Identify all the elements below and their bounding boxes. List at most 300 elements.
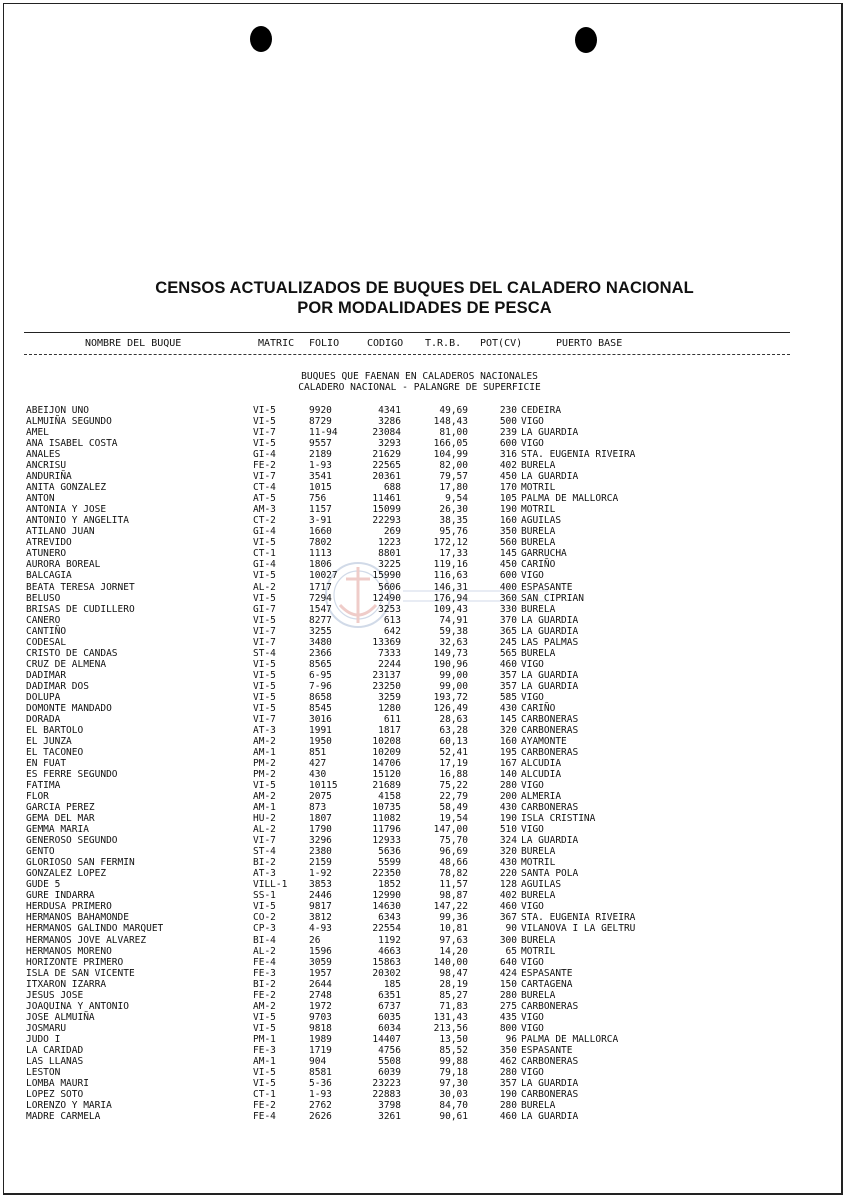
cell-codigo: 10209 [372,746,401,758]
cell-codigo: 22293 [372,515,401,527]
cell-matric: VI-5 [253,658,276,670]
cell-trb: 97,63 [439,934,468,946]
cell-nombre: GONZALEZ LOPEZ [26,868,107,880]
cell-puerto: BURELA [521,1099,556,1111]
cell-trb: 193,72 [433,691,468,703]
cell-nombre: CODESAL [26,636,67,648]
cell-folio: 1-93 [309,460,332,472]
cell-folio: 9817 [309,901,332,913]
table-row [0,957,849,968]
cell-trb: 81,00 [439,427,468,439]
cell-matric: VILL-1 [253,879,288,891]
table-row [0,868,849,879]
table-row [0,1023,849,1034]
cell-puerto: CARTAGENA [521,978,573,990]
cell-codigo: 5636 [378,846,401,858]
cell-trb: 140,00 [433,956,468,968]
cell-nombre: HERMANOS MORENO [26,945,112,957]
cell-codigo: 4756 [378,1044,401,1056]
cell-trb: 116,63 [433,570,468,582]
table-row [0,637,849,648]
cell-folio: 9703 [309,1011,332,1023]
cell-pot: 105 [499,493,517,505]
cell-matric: CP-3 [253,923,276,935]
table-row [0,714,849,725]
cell-matric: AM-2 [253,791,276,803]
cell-puerto: CARBONERAS [521,802,579,814]
cell-puerto: ESPASANTE [521,967,573,979]
cell-nombre: ATREVIDO [26,537,72,549]
cell-puerto: CARBONERAS [521,713,579,725]
cell-folio: 3853 [309,879,332,891]
cell-pot: 280 [499,780,517,792]
table-row [0,725,849,736]
cell-pot: 435 [499,1011,517,1023]
cell-matric: CT-1 [253,1088,276,1100]
cell-pot: 150 [499,978,517,990]
cell-codigo: 611 [383,713,401,725]
table-row [0,813,849,824]
cell-trb: 99,00 [439,669,468,681]
cell-trb: 16,88 [439,769,468,781]
cell-puerto: LA GUARDIA [521,1111,579,1122]
cell-pot: 600 [499,570,517,582]
cell-pot: 430 [499,802,517,814]
cell-puerto: BURELA [521,647,556,659]
cell-puerto: CEDEIRA [521,405,562,416]
cell-codigo: 3225 [378,559,401,571]
cell-nombre: ANTONIO Y ANGELITA [26,515,129,527]
cell-folio: 3480 [309,636,332,648]
cell-codigo: 12490 [372,592,401,604]
cell-matric: VI-5 [253,1022,276,1034]
cell-nombre: CRISTO DE CANDAS [26,647,118,659]
cell-folio: 1991 [309,724,332,736]
cell-folio: 10115 [309,780,338,792]
table-row [0,979,849,990]
cell-puerto: ISLA CRISTINA [521,813,596,825]
cell-trb: 213,56 [433,1022,468,1034]
cell-puerto: CARBONERAS [521,1088,579,1100]
cell-matric: AL-2 [253,945,276,957]
table-row [0,990,849,1001]
cell-folio: 1807 [309,813,332,825]
cell-puerto: CARIÑO [521,702,556,714]
cell-trb: 17,33 [439,548,468,560]
cell-matric: FE-2 [253,460,276,472]
cell-trb: 74,91 [439,614,468,626]
cell-pot: 65 [505,945,517,957]
cell-nombre: BELUSO [26,592,61,604]
cell-folio: 26 [309,934,321,946]
table-row [0,659,849,670]
cell-codigo: 22565 [372,460,401,472]
cell-nombre: EL JUNZA [26,735,72,747]
cell-nombre: ITXARON IZARRA [26,978,107,990]
cell-codigo: 15120 [372,769,401,781]
cell-matric: GI-4 [253,559,276,571]
cell-puerto: STA. EUGENIA RIVEIRA [521,449,636,461]
cell-folio: 1596 [309,945,332,957]
table-row [0,758,849,769]
cell-puerto: MOTRIL [521,857,556,869]
cell-nombre: GLORIOSO SAN FERMIN [26,857,135,869]
cell-matric: FE-2 [253,989,276,1001]
cell-nombre: LA CARIDAD [26,1044,84,1056]
cell-pot: 300 [499,934,517,946]
cell-nombre: DOLUPA [26,691,61,703]
cell-puerto: ESPASANTE [521,1044,573,1056]
cell-trb: 19,54 [439,813,468,825]
cell-matric: PM-1 [253,1033,276,1045]
cell-folio: 3812 [309,912,332,924]
cell-nombre: JUDO I [26,1033,61,1045]
cell-matric: FE-2 [253,1099,276,1111]
cell-pot: 350 [499,526,517,538]
table-row [0,582,849,593]
cell-matric: VI-5 [253,1077,276,1089]
cell-codigo: 21629 [372,449,401,461]
cell-trb: 30,03 [439,1088,468,1100]
cell-pot: 600 [499,438,517,450]
cell-puerto: SAN CIPRIAN [521,592,584,604]
cell-trb: 78,82 [439,868,468,880]
cell-codigo: 6034 [378,1022,401,1034]
cell-puerto: LA GUARDIA [521,680,579,692]
cell-puerto: VIGO [521,416,544,428]
cell-pot: 128 [499,879,517,891]
cell-folio: 2626 [309,1111,332,1122]
column-header-puerto: PUERTO BASE [556,338,623,349]
cell-pot: 400 [499,581,517,593]
cell-trb: 60,13 [439,735,468,747]
cell-folio: 1015 [309,482,332,494]
cell-matric: CO-2 [253,912,276,924]
cell-codigo: 11796 [372,824,401,836]
cell-pot: 275 [499,1000,517,1012]
cell-folio: 3541 [309,471,332,483]
cell-pot: 450 [499,471,517,483]
cell-nombre: HERMANOS JOVE ALVAREZ [26,934,147,946]
cell-pot: 145 [499,713,517,725]
header-rule [24,332,790,333]
cell-folio: 1957 [309,967,332,979]
cell-folio: 2748 [309,989,332,1001]
cell-matric: AM-2 [253,735,276,747]
cell-codigo: 8801 [378,548,401,560]
cell-codigo: 23250 [372,680,401,692]
cell-nombre: AURORA BOREAL [26,559,101,571]
table-row [0,526,849,537]
cell-folio: 9920 [309,405,332,416]
cell-trb: 52,41 [439,746,468,758]
cell-puerto: PALMA DE MALLORCA [521,493,619,505]
cell-matric: VI-5 [253,669,276,681]
table-row [0,802,849,813]
cell-puerto: BURELA [521,934,556,946]
cell-folio: 2762 [309,1099,332,1111]
cell-codigo: 11082 [372,813,401,825]
cell-puerto: CARBONERAS [521,746,579,758]
cell-matric: AM-1 [253,1055,276,1067]
cell-trb: 9,54 [445,493,468,505]
cell-pot: 190 [499,1088,517,1100]
cell-folio: 1660 [309,526,332,538]
table-row [0,504,849,515]
table-row [0,968,849,979]
cell-pot: 190 [499,504,517,516]
cell-nombre: HERDUSA PRIMERO [26,901,112,913]
cell-trb: 48,66 [439,857,468,869]
table-row [0,493,849,504]
cell-trb: 147,00 [433,824,468,836]
cell-codigo: 23084 [372,427,401,439]
cell-folio: 3255 [309,625,332,637]
cell-codigo: 6343 [378,912,401,924]
cell-folio: 9557 [309,438,332,450]
cell-trb: 71,83 [439,1000,468,1012]
table-row [0,416,849,427]
cell-pot: 424 [499,967,517,979]
cell-matric: VI-7 [253,471,276,483]
cell-puerto: MOTRIL [521,945,556,957]
table-row [0,736,849,747]
cell-pot: 402 [499,460,517,472]
cell-codigo: 3293 [378,438,401,450]
cell-folio: 1806 [309,559,332,571]
cell-pot: 140 [499,769,517,781]
cell-codigo: 6035 [378,1011,401,1023]
cell-nombre: ANCRISU [26,460,67,472]
cell-matric: BI-2 [253,857,276,869]
cell-trb: 17,80 [439,482,468,494]
cell-codigo: 3253 [378,603,401,615]
cell-folio: 2075 [309,791,332,803]
cell-pot: 324 [499,835,517,847]
cell-folio: 6-95 [309,669,332,681]
cell-trb: 26,30 [439,504,468,516]
cell-nombre: GEMA DEL MAR [26,813,95,825]
cell-nombre: DADIMAR [26,669,67,681]
cell-nombre: ANDURIÑA [26,471,72,483]
cell-puerto: AGUILAS [521,879,562,891]
table-row [0,427,849,438]
cell-folio: 1157 [309,504,332,516]
cell-pot: 280 [499,1066,517,1078]
table-row [0,1111,849,1122]
cell-matric: CT-1 [253,548,276,560]
cell-trb: 104,99 [433,449,468,461]
cell-matric: VI-5 [253,416,276,428]
cell-trb: 99,00 [439,680,468,692]
column-header-matric: MATRIC [258,338,295,349]
cell-codigo: 1852 [378,879,401,891]
table-row [0,1012,849,1023]
cell-matric: AM-2 [253,1000,276,1012]
cell-nombre: ANALES [26,449,61,461]
cell-nombre: GENTO [26,846,55,858]
cell-matric: VI-5 [253,570,276,582]
cell-matric: AM-3 [253,504,276,516]
cell-folio: 2159 [309,857,332,869]
cell-puerto: LA GUARDIA [521,427,579,439]
cell-pot: 330 [499,603,517,615]
cell-matric: GI-4 [253,526,276,538]
table-row [0,1089,849,1100]
cell-trb: 109,43 [433,603,468,615]
cell-trb: 85,52 [439,1044,468,1056]
cell-nombre: GENEROSO SEGUNDO [26,835,118,847]
cell-folio: 8565 [309,658,332,670]
cell-folio: 2644 [309,978,332,990]
cell-trb: 13,50 [439,1033,468,1045]
cell-pot: 160 [499,515,517,527]
cell-folio: 3059 [309,956,332,968]
cell-matric: FE-4 [253,1111,276,1122]
cell-trb: 85,27 [439,989,468,1001]
cell-puerto: CARBONERAS [521,1055,579,1067]
cell-pot: 460 [499,658,517,670]
cell-matric: VI-5 [253,680,276,692]
cell-puerto: BURELA [521,526,556,538]
cell-pot: 239 [499,427,517,439]
cell-codigo: 3798 [378,1099,401,1111]
table-row [0,1034,849,1045]
cell-codigo: 2244 [378,658,401,670]
cell-pot: 190 [499,813,517,825]
table-row [0,923,849,934]
cell-codigo: 10208 [372,735,401,747]
table-row [0,559,849,570]
cell-nombre: GUDE 5 [26,879,61,891]
cell-trb: 146,31 [433,581,468,593]
cell-trb: 11,57 [439,879,468,891]
cell-nombre: ALMUIÑA SEGUNDO [26,416,112,428]
table-row [0,515,849,526]
table-row [0,1100,849,1111]
cell-codigo: 4341 [378,405,401,416]
cell-trb: 38,35 [439,515,468,527]
cell-matric: VI-5 [253,537,276,549]
cell-puerto: ESPASANTE [521,581,573,593]
cell-puerto: STA. EUGENIA RIVEIRA [521,912,636,924]
cell-matric: BI-4 [253,934,276,946]
document-title: CENSOS ACTUALIZADOS DE BUQUES DEL CALADERO NACIONAL [155,279,694,297]
cell-puerto: SANTA POLA [521,868,579,880]
cell-pot: 560 [499,537,517,549]
cell-matric: VI-7 [253,427,276,439]
cell-matric: AT-3 [253,724,276,736]
cell-folio: 1989 [309,1033,332,1045]
cell-pot: 357 [499,680,517,692]
column-header-nombre: NOMBRE DEL BUQUE [85,338,182,349]
cell-folio: 8729 [309,416,332,428]
table-row [0,1056,849,1067]
cell-codigo: 22350 [372,868,401,880]
cell-matric: CT-4 [253,482,276,494]
cell-nombre: LORENZO Y MARIA [26,1099,112,1111]
cell-codigo: 269 [383,526,401,538]
table-row [0,482,849,493]
cell-nombre: EL BARTOLO [26,724,84,736]
cell-folio: 3296 [309,835,332,847]
cell-trb: 98,47 [439,967,468,979]
cell-pot: 160 [499,735,517,747]
cell-pot: 350 [499,1044,517,1056]
cell-pot: 96 [505,1033,517,1045]
cell-codigo: 1192 [378,934,401,946]
cell-trb: 32,63 [439,636,468,648]
cell-nombre: ANTON [26,493,55,505]
cell-folio: 851 [309,746,327,758]
table-row [0,438,849,449]
cell-puerto: GARRUCHA [521,548,567,560]
cell-trb: 149,73 [433,647,468,659]
cell-nombre: DORADA [26,713,61,725]
cell-pot: 280 [499,1099,517,1111]
cell-nombre: JOSMARU [26,1022,67,1034]
cell-puerto: LA GUARDIA [521,835,579,847]
cell-trb: 96,69 [439,846,468,858]
cell-pot: 800 [499,1022,517,1034]
cell-puerto: MOTRIL [521,504,556,516]
table-row [0,626,849,637]
cell-pot: 365 [499,625,517,637]
cell-codigo: 3259 [378,691,401,703]
cell-nombre: ATILANO JUAN [26,526,95,538]
cell-matric: VI-5 [253,1066,276,1078]
cell-matric: AL-2 [253,581,276,593]
cell-matric: ST-4 [253,846,276,858]
table-row [0,1045,849,1056]
cell-matric: VI-5 [253,691,276,703]
cell-nombre: BALCAGIA [26,570,72,582]
cell-nombre: AMEL [26,427,49,439]
table-row [0,780,849,791]
cell-puerto: LA GUARDIA [521,471,579,483]
cell-folio: 11-94 [309,427,338,439]
table-row [0,604,849,615]
cell-nombre: BEATA TERESA JORNET [26,581,135,593]
cell-folio: 904 [309,1055,327,1067]
cell-nombre: DADIMAR DOS [26,680,89,692]
cell-puerto: BURELA [521,989,556,1001]
cell-matric: AT-5 [253,493,276,505]
cell-nombre: ANTONIA Y JOSE [26,504,107,516]
cell-codigo: 642 [383,625,401,637]
cell-codigo: 10735 [372,802,401,814]
cell-folio: 1113 [309,548,332,560]
table-row [0,879,849,890]
cell-puerto: VIGO [521,956,544,968]
cell-matric: VI-5 [253,780,276,792]
cell-puerto: VIGO [521,824,544,836]
cell-nombre: EL TACONEO [26,746,84,758]
cell-trb: 97,30 [439,1077,468,1089]
cell-trb: 75,22 [439,780,468,792]
table-row [0,1067,849,1078]
cell-folio: 1-93 [309,1088,332,1100]
cell-matric: FE-3 [253,1044,276,1056]
cell-folio: 2446 [309,890,332,902]
cell-puerto: BURELA [521,890,556,902]
cell-nombre: FATIMA [26,780,61,792]
cell-nombre: CANTIÑO [26,625,67,637]
cell-pot: 200 [499,791,517,803]
cell-codigo: 613 [383,614,401,626]
cell-pot: 360 [499,592,517,604]
cell-pot: 316 [499,449,517,461]
